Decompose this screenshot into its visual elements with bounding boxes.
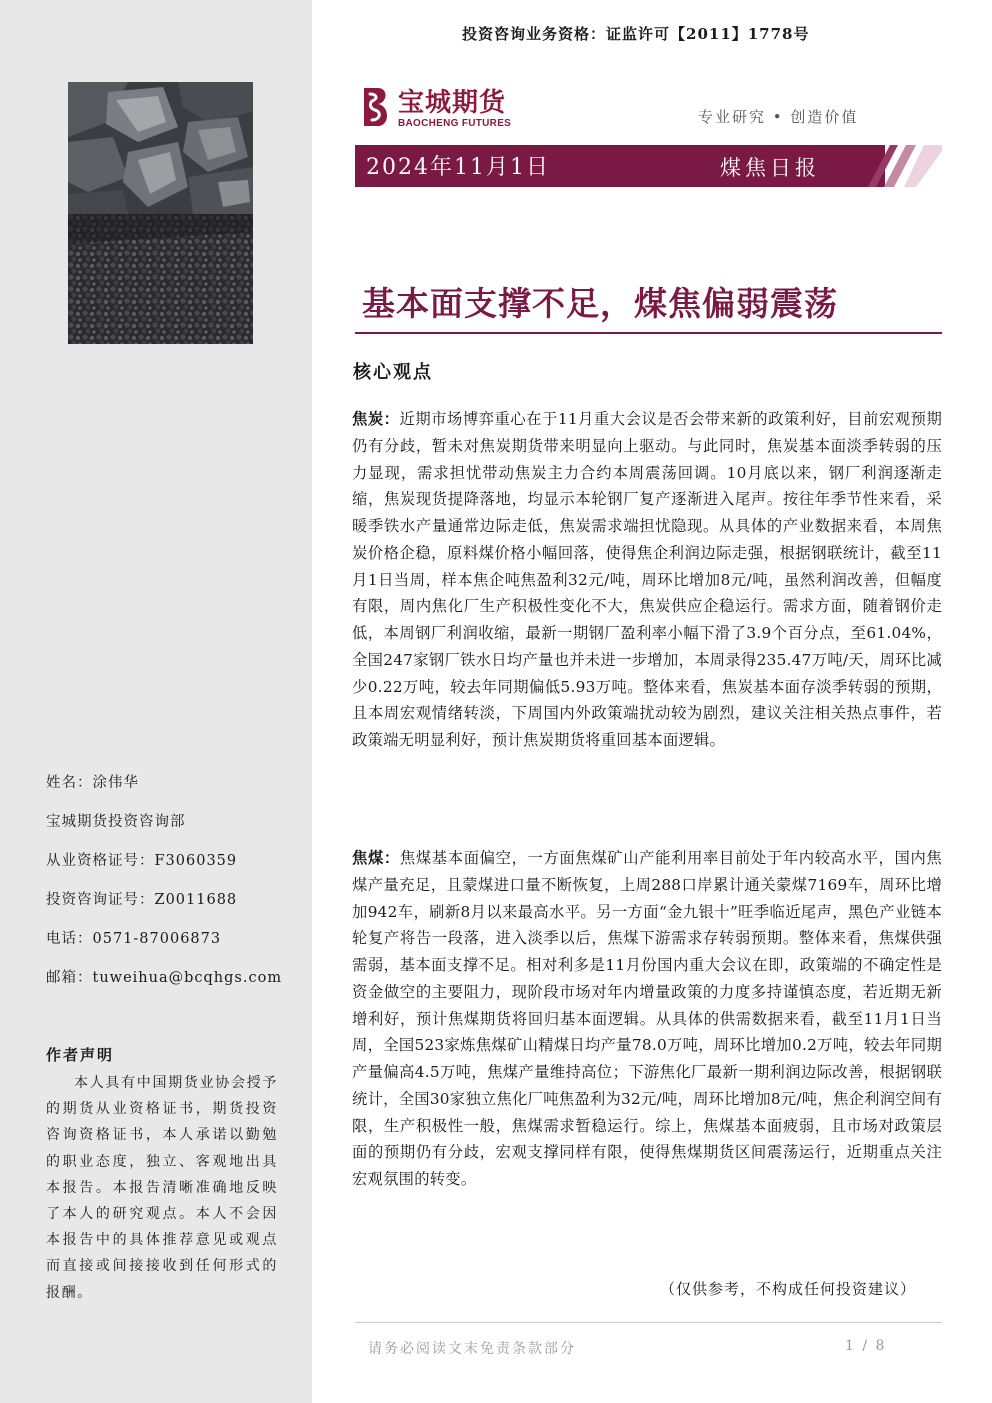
license-line: 投资咨询业务资格：证监许可【2011】1778号 [462,25,810,43]
author-qualification: 从业资格证号：F3060359 [46,853,238,869]
section-title: 核心观点 [353,362,433,383]
coal-lumps-photo [68,82,253,214]
brand-mark-icon [356,84,392,130]
author-email[interactable]: 邮箱：tuweihua@bcqhgs.com [46,970,283,986]
banner-stripes-decoration [860,145,942,187]
headline: 基本面支撑不足，煤焦偏弱震荡 [362,284,838,323]
coke-pile-photo [68,214,253,344]
author-info [46,764,286,998]
report-type: 煤焦日报 [720,156,820,180]
statement-title: 作者声明 [46,1046,115,1064]
coal-lumps-image [68,82,253,214]
disclaimer: （仅供参考，不构成任何投资建议） [660,1280,917,1298]
author-consulting-id: 投资咨询证号：Z0011688 [46,892,238,908]
report-date: 2024年11月1日 [366,155,550,180]
coking-coal-paragraph [352,845,942,1193]
statement-body: 本人具有中国期货业协会授予的期货从业资格证书，期货投资咨询资格证书，本人承诺以勤勉的职业态度，独立、客观地出具本报告。本报告清晰准确地反映了本人的研究观点。本人不会因本报告中的具体推荐意见或观点而直接或间接接收到任何形式的报酬。 [46,1075,278,1301]
brand-name: 宝城期货 [398,88,507,118]
coal-text: 焦煤基本面偏空，一方面焦煤矿山产能利用率目前处于年内较高水平，国内焦煤产量充足，且蒙煤进口量不断恢复，上周288口岸累计通关蒙煤7169车，周环比增加942车，刷新8月以来最高水平。另一方面“金九银十”旺季临近尾声，黑色产业链本轮复产将告一段落，进入淡季以后，焦煤下游需求存转弱预期。整体来看，焦煤供强需弱，基本面支撑不足。相对利多是11月份国内重大会议在即，政策端的不确定性是资金做空的主要阻力，现阶段市场对年内增量政策的力度多持谨慎态度，若近期无新增利好，预计焦煤期货将回归基本面逻辑。从具体的供需数据来看，截至11月1日当周，全国523家炼焦煤矿山精煤日均产量78.0万吨，周环比增加0.2万吨，较去年同期产量偏高4.5万吨，焦煤产量维持高位；下游焦化厂最新一期利润边际改善，根据钢联统计，全国30家独立焦化厂吨焦盈利为32元/吨，周环比增加8元/吨，焦企利润空间有限，生产积极性一般，焦煤需求暂稳运行。综上，焦煤基本面疲弱，且市场对政策层面的预期仍有分歧，宏观支撑同样有限，使得焦煤期货区间震荡运行，近期重点关注宏观氛围的转变。 [352,849,942,1188]
page-number: 1 / 8 [845,1338,887,1354]
coke-paragraph [352,406,942,754]
brand-slogan: 专业研究 • 创造价值 [698,108,859,126]
headline-divider [355,332,942,334]
footer-divider [355,1322,942,1323]
author-name: 姓名：涂伟华 [46,775,139,791]
coal-lead: 焦煤： [352,849,400,867]
coke-lead: 焦炭： [352,410,400,428]
brand-english: BAOCHENG FUTURES [398,118,512,129]
coke-text: 近期市场博弈重心在于11月重大会议是否会带来新的政策利好，目前宏观预期仍有分歧，暂未对焦炭期货带来明显向上驱动。与此同时，焦炭基本面淡季转弱的压力显现，需求担忧带动焦炭主力合约本周震荡回调。10月底以来，钢厂利润逐渐走缩，焦炭现货提降落地，均显示本轮钢厂复产逐渐进入尾声。按往年季节性来看，采暖季铁水产量通常边际走低，焦炭需求端担忧隐现。从具体的产业数据来看，本周焦炭价格企稳，原料煤价格小幅回落，使得焦企利润边际走强，根据钢联统计，截至11月1日当周，样本焦企吨焦盈利32元/吨，周环比增加8元/吨，虽然利润改善，但幅度有限，周内焦化厂生产积极性变化不大，焦炭供应企稳运行。需求方面，随着钢价走低，本周钢厂利润收缩，最新一期钢厂盈利率小幅下滑了3.9个百分点，至61.04%，全国247家钢厂铁水日均产量也并未进一步增加，本周录得235.47万吨/天，周环比减少0.22万吨，较去年同期偏低5.93万吨。整体来看，焦炭基本面存淡季转弱的预期，且本周宏观情绪转淡，下周国内外政策端扰动较为剧烈，建议关注相关热点事件，若政策端无明显利好，预计焦炭期货将重回基本面逻辑。 [352,410,942,749]
coke-pile-image [68,214,253,344]
brand-logo [356,82,526,134]
author-phone: 电话：0571-87006873 [46,931,222,947]
author-department: 宝城期货投资咨询部 [46,814,186,830]
footer-note: 请务必阅读文末免责条款部分 [368,1341,576,1357]
